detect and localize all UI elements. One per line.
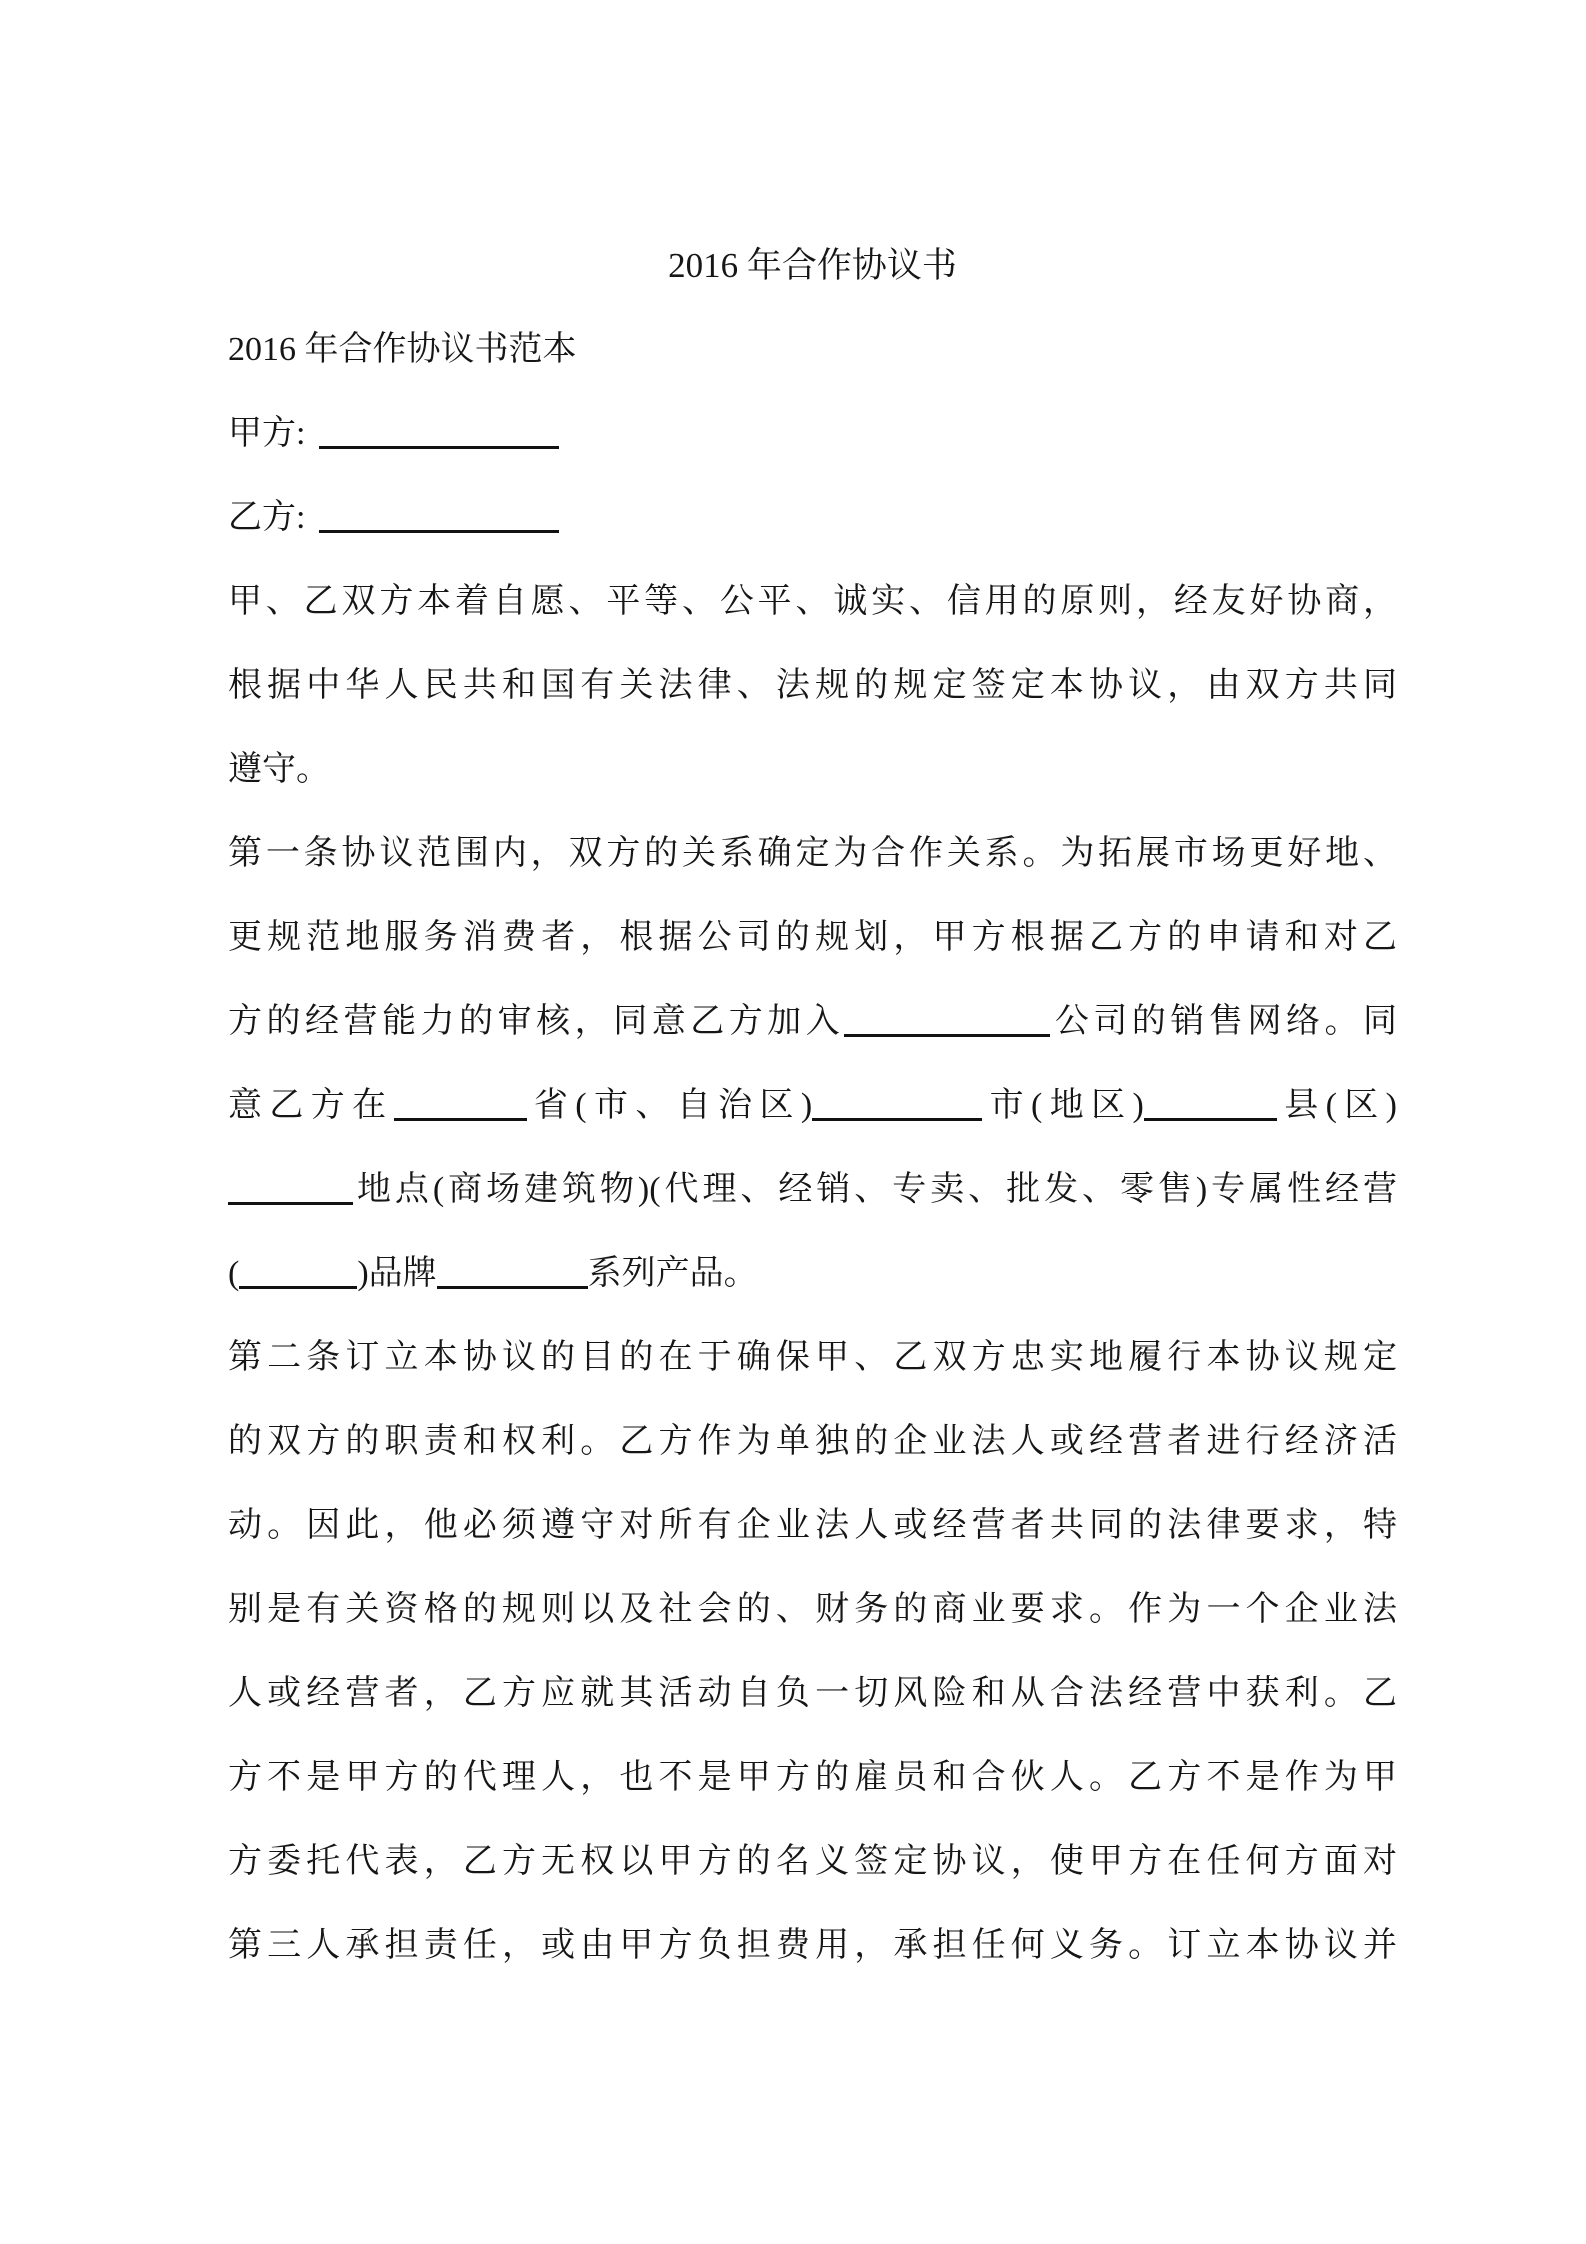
text-run: 甲、乙双方本着自愿、平等、公平、诚实、信用的原则，经友好协商， [228,583,1397,620]
text-run: 市(地区) [982,1087,1144,1124]
blank-underline-field [1144,1088,1277,1121]
text-run: 方的经营能力的审核，同意乙方加入 [228,1003,845,1040]
text-run: 方委托代表，乙方无权以甲方的名义签定协议，使甲方在任何方面对 [228,1843,1397,1880]
document-line [228,1400,1397,1484]
text-run: 动。因此，他必须遵守对所有企业法人或经营者共同的法律要求，特 [228,1507,1397,1544]
text-run: 根据中华人民共和国有关法律、法规的规定签定本协议，由双方共同 [228,667,1397,704]
document-line [228,1652,1397,1736]
document-line [228,896,1397,980]
text-run: 2016 年合作协议书 [668,246,957,285]
document-line [228,392,1397,476]
text-run: 乙方: [228,499,306,536]
text-run: 地点(商场建筑物)(代理、经销、专卖、批发、零售)专属性经营 [353,1171,1397,1208]
document-line [228,1232,1397,1316]
text-run: 县(区) [1276,1087,1397,1124]
text-run: 2016 年合作协议书范本 [228,331,577,368]
text-run: ( [228,1255,240,1292]
text-run: 第一条协议范围内，双方的关系确定为合作关系。为拓展市场更好地、 [228,835,1397,872]
document-line [228,728,1397,812]
blank-underline-field [228,1172,353,1205]
text-run: )品牌 [357,1255,437,1292]
document-line [228,1736,1397,1820]
text-run: 人或经营者，乙方应就其活动自负一切风险和从合法经营中获利。乙 [228,1675,1397,1712]
blank-underline-field [394,1088,527,1121]
text-run: 第二条订立本协议的目的在于确保甲、乙双方忠实地履行本协议规定 [228,1339,1397,1376]
blank-underline-field [844,1004,1050,1037]
blank-underline-field [239,1256,357,1289]
text-run: 意乙方在 [228,1087,394,1124]
blank-underline-field [319,500,559,533]
text-run: 系列产品。 [587,1255,758,1292]
document-line [228,476,1397,560]
text-run: 第三人承担责任，或由甲方负担费用，承担任何义务。订立本协议并 [228,1927,1397,1964]
text-run: 省(市、自治区) [526,1087,813,1124]
document-line [228,1904,1397,1988]
document-line [228,1316,1397,1400]
text-run: 遵守。 [228,751,330,788]
text-run: 甲方: [228,415,306,452]
text-run: 的双方的职责和权利。乙方作为单独的企业法人或经营者进行经济活 [228,1423,1397,1460]
blank-underline-field [319,416,559,449]
blank-underline-field [812,1088,982,1121]
document-line [228,812,1397,896]
document-line [228,308,1397,392]
document-body [228,224,1397,1988]
document-line [228,1064,1397,1148]
document-line [228,1820,1397,1904]
text-run: 公司的销售网络。同 [1050,1003,1398,1040]
blank-underline-field [437,1256,588,1289]
document-line [228,1568,1397,1652]
text-run: 更规范地服务消费者，根据公司的规划，甲方根据乙方的申请和对乙 [228,919,1397,956]
document-line [228,560,1397,644]
text-run: 方不是甲方的代理人，也不是甲方的雇员和合伙人。乙方不是作为甲 [228,1759,1397,1796]
document-title [228,224,1397,308]
document-line [228,1148,1397,1232]
document-line [228,644,1397,728]
document-line [228,980,1397,1064]
text-run: 别是有关资格的规则以及社会的、财务的商业要求。作为一个企业法 [228,1591,1397,1628]
document-line [228,1484,1397,1568]
